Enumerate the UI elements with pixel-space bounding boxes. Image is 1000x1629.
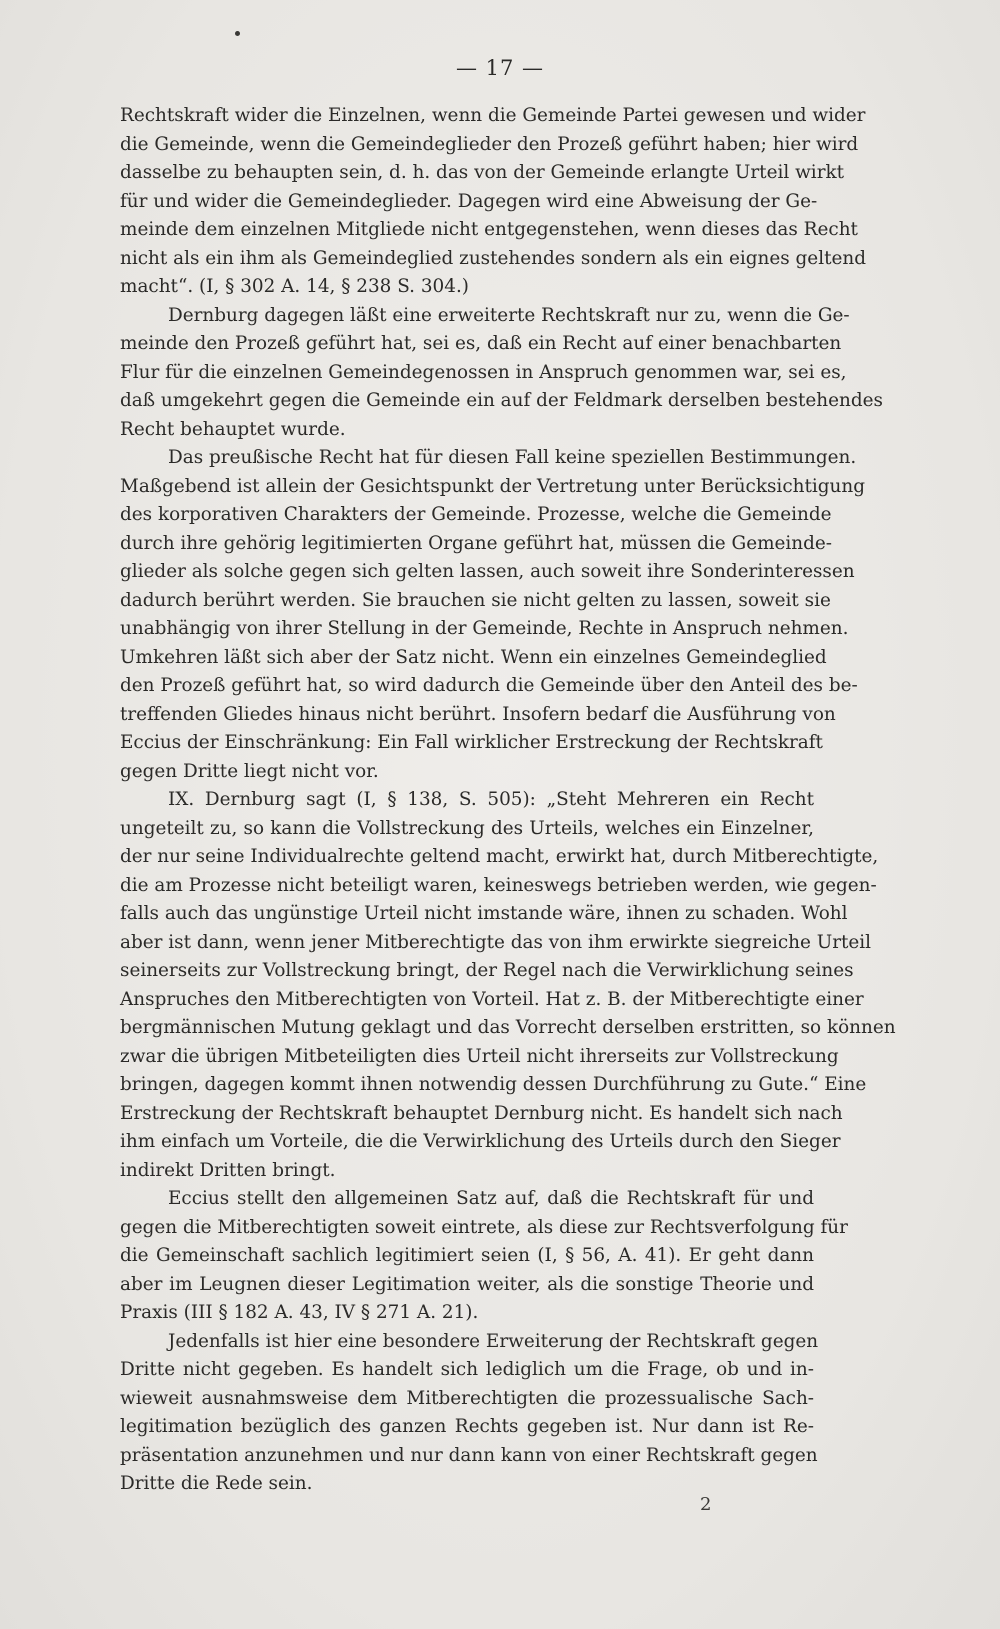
text-line: IX. Dernburg sagt (I, § 138, S. 505): „Steht Mehreren ein Recht: [168, 789, 814, 810]
text-line: wieweit ausnahmsweise dem Mitberechtigten die prozessualische Sach-: [120, 1387, 814, 1409]
text-line: Eccius stellt den allgemeinen Satz auf, daß die Rechtskraft für und: [168, 1188, 814, 1209]
text-line: indirekt Dritten bringt.: [120, 1159, 336, 1181]
text-line: aber ist dann, wenn jener Mitberechtigte das von ihm erwirkte siegreiche Urteil: [120, 931, 872, 953]
text-line: bringen, dagegen kommt ihnen notwendig dessen Durchführung zu Gute.“ Eine: [120, 1074, 867, 1095]
text-line: Eccius der Einschränkung: Ein Fall wirklicher Erstreckung der Rechtskraft: [120, 732, 823, 753]
text-line: daß umgekehrt gegen die Gemeinde ein auf der Feldmark derselben bestehendes: [120, 390, 883, 411]
text-line: die Gemeinschaft sachlich legitimiert seien (I, § 56, A. 41). Er geht dann: [120, 1245, 814, 1266]
text-line: glieder als solche gegen sich gelten lassen, auch soweit ihre Sonderinteressen: [120, 561, 855, 582]
text-line: des korporativen Charakters der Gemeinde. Prozesse, welche die Gemeinde: [120, 504, 832, 525]
ink-speck: [235, 31, 240, 36]
text-line: Dritte nicht gegeben. Es handelt sich lediglich um die Frage, ob und in-: [120, 1359, 814, 1380]
signature-mark: 2: [700, 1494, 712, 1515]
text-line: treffenden Gliedes hinaus nicht berührt. Insofern bedarf die Ausführung von: [120, 703, 836, 725]
text-line: meinde dem einzelnen Mitgliede nicht entgegenstehen, wenn dieses das Recht: [120, 219, 858, 240]
text-line: aber im Leugnen dieser Legitimation weiter, als die sonstige Theorie und: [120, 1273, 814, 1295]
text-line: legitimation bezüglich des ganzen Rechts gegeben ist. Nur dann ist Re-: [120, 1416, 814, 1437]
text-line: Dernburg dagegen läßt eine erweiterte Rechtskraft nur zu, wenn die Ge-: [168, 304, 850, 326]
text-line: seinerseits zur Vollstreckung bringt, der Regel nach die Verwirklichung seines: [120, 960, 854, 981]
body-text: [120, 102, 896, 1499]
text-line: Dritte die Rede sein.: [120, 1473, 313, 1494]
text-line: falls auch das ungünstige Urteil nicht imstande wäre, ihnen zu schaden. Wohl: [120, 903, 848, 924]
text-line: zwar die übrigen Mitbeteiligten dies Urteil nicht ihrerseits zur Vollstreckung: [120, 1045, 839, 1067]
text-line: bergmännischen Mutung geklagt und das Vorrecht derselben erstritten, so können: [120, 1017, 896, 1038]
text-line: Recht behauptet wurde.: [120, 418, 346, 440]
text-line: für und wider die Gemeindeglieder. Dagegen wird eine Abweisung der Ge-: [120, 190, 818, 212]
text-line: dadurch berührt werden. Sie brauchen sie nicht gelten zu lassen, soweit sie: [120, 589, 831, 611]
page-header: — 17 —: [455, 56, 545, 80]
text-line: Anspruches den Mitberechtigten von Vorteil. Hat z. B. der Mitberechtigte einer: [120, 988, 864, 1010]
text-line: Erstreckung der Rechtskraft behauptet Dernburg nicht. Es handelt sich nach: [120, 1102, 843, 1124]
text-line: nicht als ein ihm als Gemeindeglied zustehendes sondern als ein eignes geltend: [120, 247, 866, 269]
text-line: den Prozeß geführt hat, so wird dadurch die Gemeinde über den Anteil des be-: [120, 675, 858, 696]
text-line: macht“. (I, § 302 A. 14, § 238 S. 304.): [120, 276, 469, 297]
text-line: gegen die Mitberechtigten soweit eintrete, als diese zur Rechtsverfolgung für: [120, 1216, 848, 1238]
text-line: dasselbe zu behaupten sein, d. h. das von der Gemeinde erlangte Urteil wirkt: [120, 162, 845, 183]
text-line: die am Prozesse nicht beteiligt waren, keineswegs betrieben werden, wie gegen-: [120, 874, 877, 896]
text-line: gegen Dritte liegt nicht vor.: [120, 760, 379, 782]
text-line: Maßgebend ist allein der Gesichtspunkt der Vertretung unter Berücksichtigung: [120, 475, 865, 497]
text-line: durch ihre gehörig legitimierten Organe geführt hat, müssen die Gemeinde-: [120, 532, 833, 554]
text-line: meinde den Prozeß geführt hat, sei es, daß ein Recht auf einer benachbarten: [120, 333, 842, 354]
text-line: ungeteilt zu, so kann die Vollstreckung des Urteils, welches ein Einzelner,: [120, 817, 814, 839]
text-line: Praxis (III § 182 A. 43, IV § 271 A. 21).: [120, 1302, 479, 1323]
text-line: Das preußische Recht hat für diesen Fall keine speziellen Bestimmungen.: [168, 447, 857, 468]
text-line: präsentation anzunehmen und nur dann kann von einer Rechtskraft gegen: [120, 1444, 818, 1466]
text-line: unabhängig von ihrer Stellung in der Gemeinde, Rechte in Anspruch nehmen.: [120, 618, 849, 639]
text-line: die Gemeinde, wenn die Gemeindeglieder den Prozeß geführt haben; hier wird: [120, 133, 859, 155]
text-line: der nur seine Individualrechte geltend macht, erwirkt hat, durch Mitberechtigte,: [120, 846, 879, 867]
text-line: Umkehren läßt sich aber der Satz nicht. Wenn ein einzelnes Gemeindeglied: [120, 646, 827, 668]
text-line: Flur für die einzelnen Gemeindegenossen in Anspruch genommen war, sei es,: [120, 361, 847, 383]
text-line: Rechtskraft wider die Einzelnen, wenn die Gemeinde Partei gewesen und wider: [120, 105, 866, 126]
text-line: Jedenfalls ist hier eine besondere Erweiterung der Rechtskraft gegen: [168, 1330, 819, 1352]
text-line: ihm einfach um Vorteile, die die Verwirklichung des Urteils durch den Sieger: [120, 1131, 841, 1152]
